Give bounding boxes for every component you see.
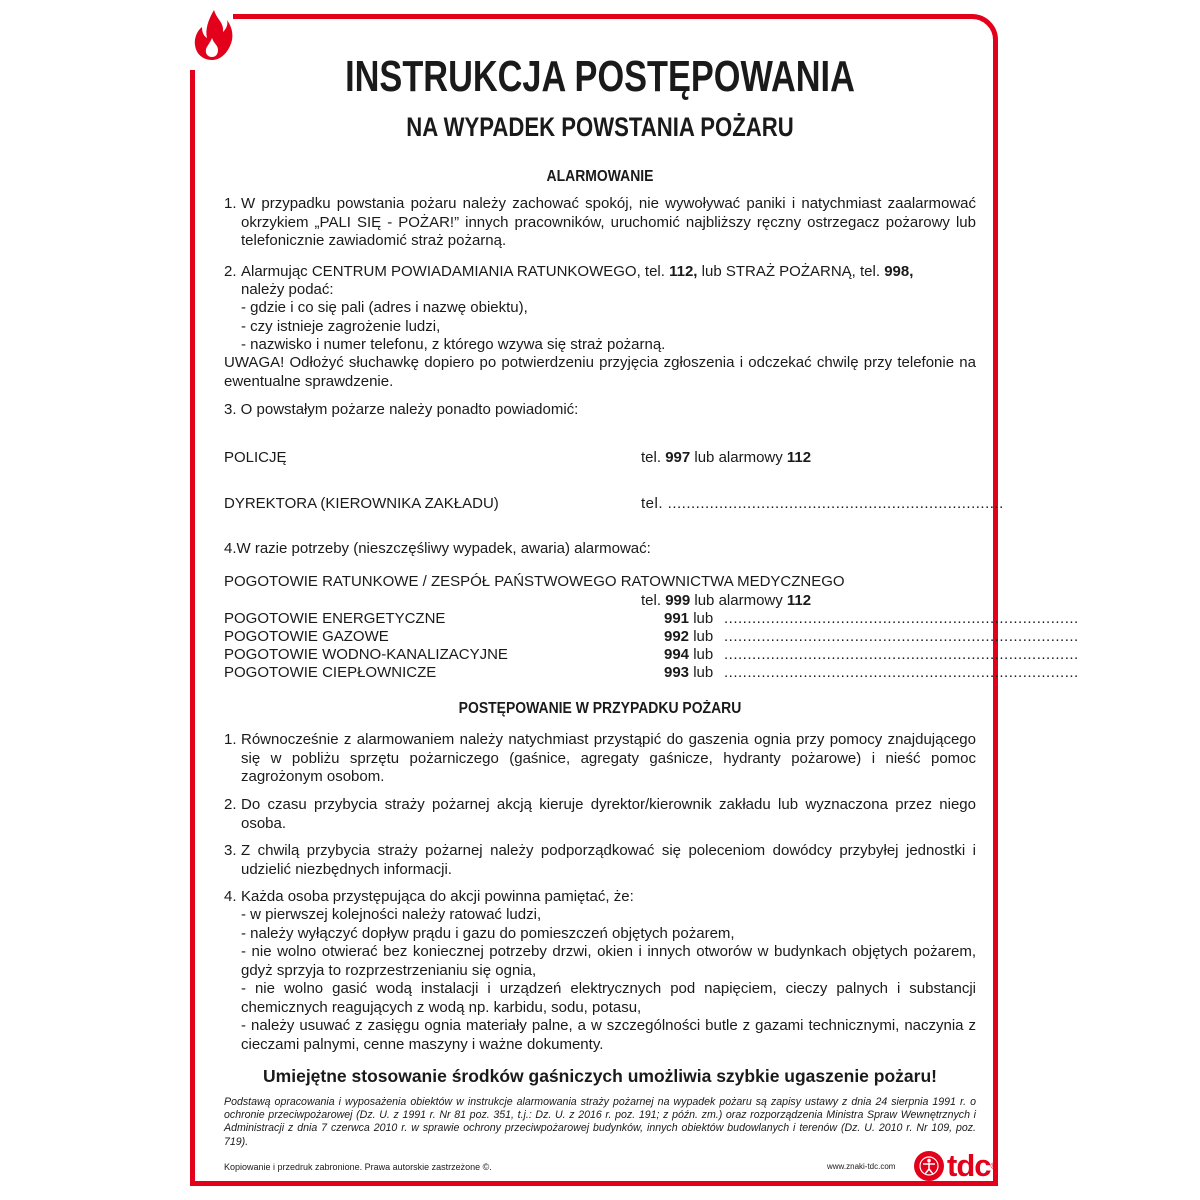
item-number: 2.	[224, 796, 237, 813]
alarm-item-2-intro: należy podać:	[241, 281, 334, 298]
list-item: - w pierwszej kolejności należy ratować ludzi,	[241, 906, 542, 923]
registered-mark: ®	[990, 1161, 998, 1171]
procedure-item-4: Każda osoba przystępująca do akcji powinna pamiętać, że:	[241, 888, 634, 905]
emergency-number: 112,	[669, 263, 698, 280]
closing-statement: Umiejętne stosowanie środków gaśniczych umożliwia szybkie ugaszenie pożaru!	[263, 1066, 937, 1086]
website-link[interactable]: www.znaki-tdc.com	[827, 1162, 896, 1171]
item-number: 2.	[224, 263, 237, 280]
alarm-item-4: 4.W razie potrzeby (nieszczęśliwy wypadek, awaria) alarmować:	[224, 540, 651, 557]
legal-basis-note: Podstawą opracowania i wyposażenia obiektów w instrukcje alarmowania straży pożarnej na wypadek pożaru są zapisy ustawy z dnia 24 sierpnia 1991 r. o ochronie przeciwpożarowej (Dz. U. z 1991 r. Nr 81 poz. 351, t.j.: Dz. U. z 2016 r. poz. 191; z późn. zm.) oraz rozporządzenia Ministra Spraw Wewnętrznych i Administracji z dnia 7 czerwca 2010 r. w sprawie ochrony przeciwpożarowej budynków, innych obiektów budowlanych i terenów (Dz. U. 2010 r. Nr 109, poz. 719).	[224, 1096, 976, 1148]
section-heading-alarm: ALARMOWANIE	[546, 168, 654, 185]
page-title: INSTRUKCJA POSTĘPOWANIA	[345, 52, 855, 101]
phone-fill-line: ............................................................................	[724, 628, 1079, 645]
list-item: - nie wolno gasić wodą instalacji i urządzeń elektrycznych pod napięciem, cieczy palnych i substancji chemicznych reagujących z wodą np. karbidu, sodu, potasu,	[241, 980, 976, 1016]
item-number: 4.	[224, 888, 237, 905]
copyright-notice: Kopiowanie i przedruk zabronione. Prawa autorskie zastrzeżone ©.	[224, 1162, 492, 1172]
service-label: POGOTOWIE ENERGETYCZNE	[224, 610, 446, 627]
procedure-item-3: Z chwilą przybycia straży pożarnej należy podporządkować się poleceniom dowódcy przybyłej jednostki i udzielić niezbędnych informacji.	[241, 842, 976, 878]
phone-fill-line: ............................................................................	[724, 646, 1079, 663]
tdc-logo	[914, 1150, 997, 1182]
alarm-item-1: W przypadku powstania pożaru należy zachować spokój, nie wywoływać paniki i natychmiast zaalarmować okrzykiem „PALI SIĘ - POŻAR!” innych pracowników, uruchomić najbliższy ręczny ostrzegacz pożarowy lub telefonicznie zawiadomić straż pożarną.	[241, 195, 976, 249]
flame-icon	[193, 8, 235, 64]
rescue-service-label: POGOTOWIE RATUNKOWE / ZESPÓŁ PAŃSTWOWEGO RATOWNICTWA MEDYCZNEGO	[224, 573, 845, 590]
service-phone: 992 lub	[664, 628, 714, 645]
phone-fill-line: ............................................................................	[724, 664, 1079, 681]
list-item: - nazwisko i numer telefonu, z którego wzywa się straż pożarną.	[241, 336, 666, 353]
service-label: POGOTOWIE GAZOWE	[224, 628, 389, 645]
tdc-logo-icon	[914, 1151, 944, 1181]
police-phone: tel. 997 lub alarmowy 112	[641, 449, 812, 466]
list-item: - gdzie i co się pali (adres i nazwę obiektu),	[241, 299, 528, 316]
warning-note: UWAGA! Odłożyć słuchawkę dopiero po potwierdzeniu przyjęcia zgłoszenia i odczekać chwilę przy telefonie na ewentualne sprawdzenie.	[224, 354, 976, 390]
procedure-item-2: Do czasu przybycia straży pożarnej akcją kieruje dyrektor/kierownik zakładu lub wyznaczona przez niego osoba.	[241, 796, 976, 832]
phone-fill-line: ............................................................................	[724, 610, 1079, 627]
service-phone: 991 lub	[664, 610, 714, 627]
item-number: 1.	[224, 195, 237, 212]
list-item: - należy wyłączyć dopływ prądu i gazu do pomieszczeń objętych pożarem,	[241, 925, 735, 942]
section-heading-procedure: POSTĘPOWANIE W PRZYPADKU POŻARU	[458, 700, 742, 717]
alarm-item-3: 3. O powstałym pożarze należy ponadto powiadomić:	[224, 401, 579, 418]
list-item: - nie wolno otwierać bez koniecznej potrzeby drzwi, okien i innych otworów w budynkach objętych pożarem, gdyż sprzyja to rozprzestrzenianiu się ognia,	[241, 943, 976, 979]
list-item: - czy istnieje zagrożenie ludzi,	[241, 318, 441, 335]
list-item: - należy usuwać z zasięgu ognia materiały palne, a w szczególności butle z gazami technicznymi, naczynia z cieczami palnymi, cenne maszyny i ważne dokumenty.	[241, 1017, 976, 1053]
police-label: POLICJĘ	[224, 449, 287, 466]
item-number: 3.	[224, 842, 237, 859]
service-label: POGOTOWIE WODNO-KANALIZACYJNE	[224, 646, 508, 663]
fire-brigade-number: 998,	[884, 263, 914, 280]
item-number: 1.	[224, 731, 237, 748]
procedure-item-1: Równocześnie z alarmowaniem należy natychmiast przystąpić do gaszenia ognia przy pomocy znajdującego się w pobliżu sprzętu pożarniczego (gaśnice, agregaty gaśnicze, hydranty pożarowe) i nieść pomoc zagrożonym osobom.	[241, 731, 976, 785]
alarm-item-2: Alarmując CENTRUM POWIADAMIANIA RATUNKOWEGO, tel. 112, lub STRAŻ POŻARNĄ, tel. 998,	[241, 263, 914, 280]
service-phone: 993 lub	[664, 664, 714, 681]
director-label: DYREKTORA (KIEROWNIKA ZAKŁADU)	[224, 495, 499, 512]
page-subtitle: NA WYPADEK POWSTANIA POŻARU	[406, 112, 794, 142]
service-label: POGOTOWIE CIEPŁOWNICZE	[224, 664, 437, 681]
rescue-service-phone: tel. 999 lub alarmowy 112	[641, 592, 812, 609]
director-phone-field: tel. ........................................................................	[641, 495, 1004, 512]
logo-text: tdc	[947, 1148, 991, 1183]
service-phone: 994 lub	[664, 646, 714, 663]
